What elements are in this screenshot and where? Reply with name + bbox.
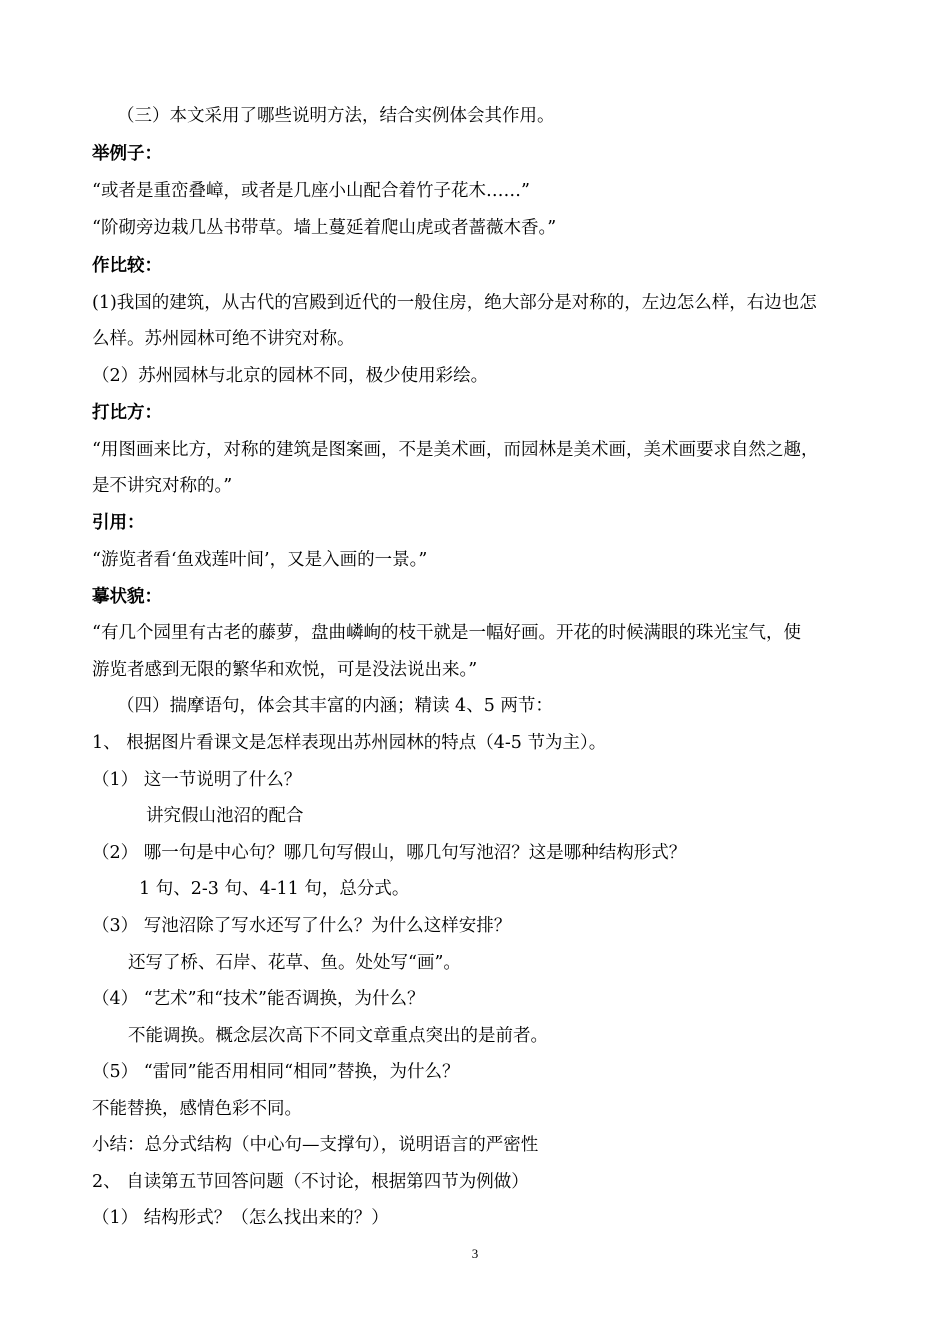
answer-line: 不能替换，感情色彩不同。 bbox=[92, 1099, 302, 1119]
method-label-compare: 作比较： bbox=[92, 256, 162, 276]
question-line: （1） 这一节说明了什么？ bbox=[92, 770, 302, 790]
quote-line: 是不讲究对称的。” bbox=[92, 476, 233, 496]
quote-line: 游览者感到无限的繁华和欢悦，可是没法说出来。” bbox=[92, 660, 478, 680]
question-line: （3） 写池沼除了写水还写了什么？为什么这样安排？ bbox=[92, 916, 512, 936]
quote-line: “阶砌旁边栽几丛书带草。墙上蔓延着爬山虎或者蔷薇木香。” bbox=[92, 218, 557, 238]
question-line: （1） 结构形式？（怎么找出来的？） bbox=[92, 1208, 389, 1228]
numbered-item: 1、 根据图片看课文是怎样表现出苏州园林的特点（4-5 节为主）。 bbox=[92, 733, 607, 753]
method-label-example: 举例子： bbox=[92, 144, 162, 164]
answer-line: 还写了桥、石岸、花草、鱼。处处写“画”。 bbox=[128, 953, 461, 973]
body-text-line: (1)我国的建筑，从古代的宫殿到近代的一般住房，绝大部分是对称的，左边怎么样，右边也怎 bbox=[92, 293, 817, 313]
body-text-line: （2）苏州园林与北京的园林不同，极少使用彩绘。 bbox=[92, 366, 489, 386]
quote-line: “游览者看‘鱼戏莲叶间’，又是入画的一景。” bbox=[92, 550, 428, 570]
method-label-quote: 引用： bbox=[92, 513, 145, 533]
body-text-line: 么样。苏州园林可绝不讲究对称。 bbox=[92, 329, 355, 349]
question-line: （2） 哪一句是中心句？哪几句写假山，哪几句写池沼？这是哪种结构形式？ bbox=[92, 843, 687, 863]
method-label-description: 摹状貌： bbox=[92, 587, 162, 607]
summary-line: 小结：总分式结构（中心句—支撑句），说明语言的严密性 bbox=[92, 1135, 539, 1155]
page-number: 3 bbox=[471, 1246, 479, 1261]
numbered-item: 2、 自读第五节回答问题（不讨论，根据第四节为例做） bbox=[92, 1172, 529, 1192]
quote-line: “用图画来比方，对称的建筑是图案画，不是美术画，而园林是美术画，美术画要求自然之趣， bbox=[92, 440, 819, 460]
section-heading-4: （四）揣摩语句，体会其丰富的内涵；精读 4、5 两节： bbox=[117, 696, 553, 716]
answer-line: 不能调换。概念层次高下不同文章重点突出的是前者。 bbox=[128, 1026, 548, 1046]
answer-line: 1 句、2-3 句、4-11 句，总分式。 bbox=[139, 879, 410, 899]
section-heading-3: （三）本文采用了哪些说明方法，结合实例体会其作用。 bbox=[117, 106, 555, 126]
quote-line: “有几个园里有古老的藤萝，盘曲嶙峋的枝干就是一幅好画。开花的时候满眼的珠光宝气，使 bbox=[92, 623, 801, 643]
answer-line: 讲究假山池沼的配合 bbox=[146, 806, 304, 826]
quote-line: “或者是重峦叠嶂，或者是几座小山配合着竹子花木……” bbox=[92, 181, 530, 201]
question-line: （5） “雷同”能否用相同“相同”替换，为什么？ bbox=[92, 1062, 460, 1082]
question-line: （4） “艺术”和“技术”能否调换，为什么？ bbox=[92, 989, 425, 1009]
method-label-metaphor: 打比方： bbox=[92, 403, 162, 423]
